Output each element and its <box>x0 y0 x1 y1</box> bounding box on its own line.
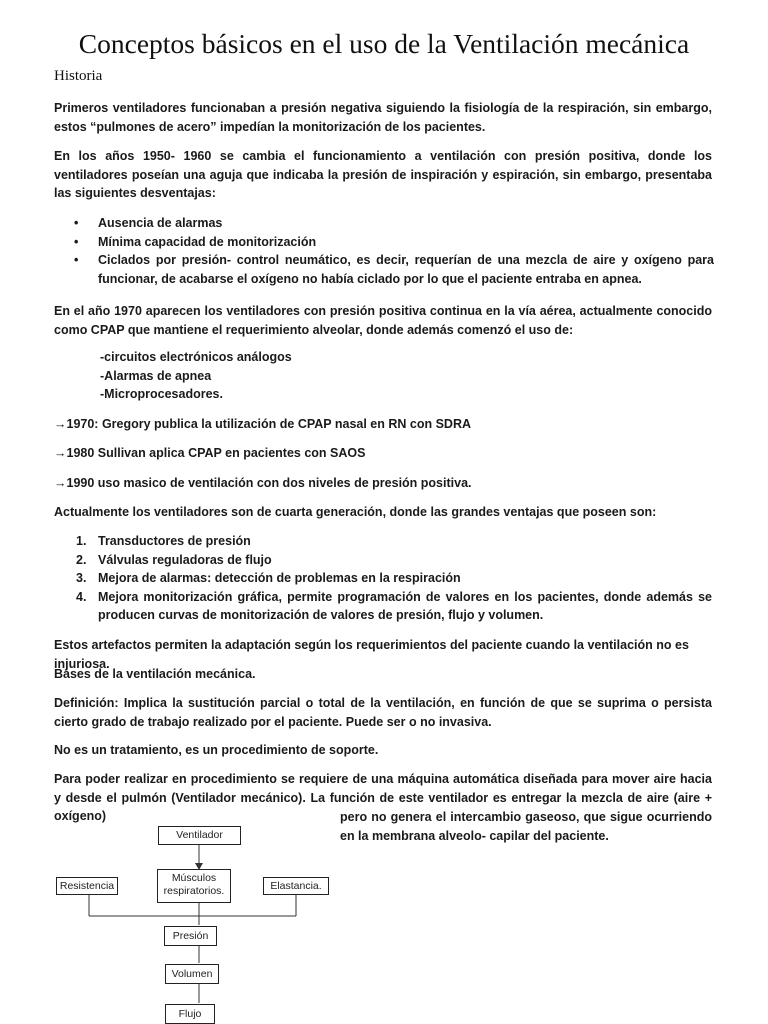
timeline-1970: →1970: Gregory publica la utilización de CPAP nasal en RN con SDRA <box>54 417 472 431</box>
list-item: 3. Mejora de alarmas: detección de problemas en la respiración <box>76 571 461 586</box>
paragraph-8: Para poder realizar en procedimiento se requiere de una máquina automática diseñada para mover aire hacia y desde el pulmón (Ventilador mecánico). La función de este ventilador es entregar la mezcla de aire (aire + oxígeno) <box>54 772 712 824</box>
list-item: -Alarmas de apnea <box>100 368 212 383</box>
list-item: 2. Válvulas reguladoras de flujo <box>76 552 272 567</box>
box-musculos-respiratorios: Músculos respiratorios. <box>157 869 231 903</box>
numbered-list <box>54 532 712 625</box>
box-elastancia: Elastancia. <box>263 877 329 895</box>
diagram-connectors <box>54 822 354 1024</box>
paragraph-7: No es un tratamiento, es un procedimiento de soporte. <box>54 743 379 757</box>
list-item: -Microprocesadores. <box>100 387 223 402</box>
heading-bases: Bases de la ventilación mecánica. <box>54 667 256 681</box>
dash-list <box>100 348 292 404</box>
paragraph-2: En los años 1950- 1960 se cambia el funcionamiento a ventilación con presión positiva, donde los ventiladores poseían una aguja que indicaba la presión de inspiración y espiración, sin embargo, presentaba las siguientes desventajas: <box>54 149 712 201</box>
bullet-list <box>54 214 714 288</box>
timeline-1990: →1990 uso masico de ventilación con dos niveles de presión positiva. <box>54 476 472 490</box>
list-item: • Ciclados por presión- control neumático, es decir, requerían de una mezcla de aire y oxígeno para funcionar, de acabarse el oxígeno no había ciclado por lo que el paciente entraba en apnea. <box>74 253 714 286</box>
document-title: Conceptos básicos en el uso de la Ventilación mecánica <box>78 28 690 59</box>
paragraph-5: Estos artefactos permiten la adaptación según los requerimientos del paciente cuando la ventilación no es injuriosa. <box>54 638 689 671</box>
bullet-icon: • <box>74 253 79 268</box>
paragraph-1: Primeros ventiladores funcionaban a presión negativa siguiendo la fisiología de la respiración, sin embargo, estos “pulmones de acero” impedían la monitorización de los pacientes. <box>54 101 712 134</box>
list-item: -circuitos electrónicos análogos <box>100 350 292 364</box>
paragraph-definicion: Definición: Implica la sustitución parcial o total de la ventilación, en función de que se suprima o persista cierto grado de trabajo realizado por el paciente. Puede ser o no invasiva. <box>54 696 712 729</box>
list-item: • Ausencia de alarmas <box>54 214 714 233</box>
list-item: 1. Transductores de presión <box>76 534 251 548</box>
box-volumen: Volumen <box>165 964 219 984</box>
timeline-1980: →1980 Sullivan aplica CPAP en pacientes con SAOS <box>54 446 366 460</box>
box-ventilador: Ventilador <box>158 826 241 845</box>
list-item: 4. Mejora monitorización gráfica, permite programación de valores en los pacientes, donde además se producen curvas de monitorización de valores de presión, flujo y volumen. <box>76 589 712 623</box>
paragraph-8-continued: pero no genera el intercambio gaseoso, que sigue ocurriendo en la membrana alveolo- capilar del paciente. <box>340 810 712 843</box>
bullet-icon: • <box>74 216 79 230</box>
box-flujo: Flujo <box>165 1004 215 1024</box>
paragraph-3: En el año 1970 aparecen los ventiladores con presión positiva continua en la vía aérea, actualmente conocido como CPAP que mantiene el requerimiento alveolar, donde además comenzó el uso de: <box>54 304 712 337</box>
bullet-icon: • <box>74 234 79 249</box>
box-resistencia: Resistencia <box>56 877 118 895</box>
box-presion: Presión <box>164 926 217 946</box>
section-heading-historia: Historia <box>54 68 103 84</box>
ventilation-diagram <box>54 822 354 1024</box>
list-item: • Mínima capacidad de monitorización <box>54 233 714 252</box>
paragraph-4: Actualmente los ventiladores son de cuarta generación, donde las grandes ventajas que poseen son: <box>54 505 657 519</box>
